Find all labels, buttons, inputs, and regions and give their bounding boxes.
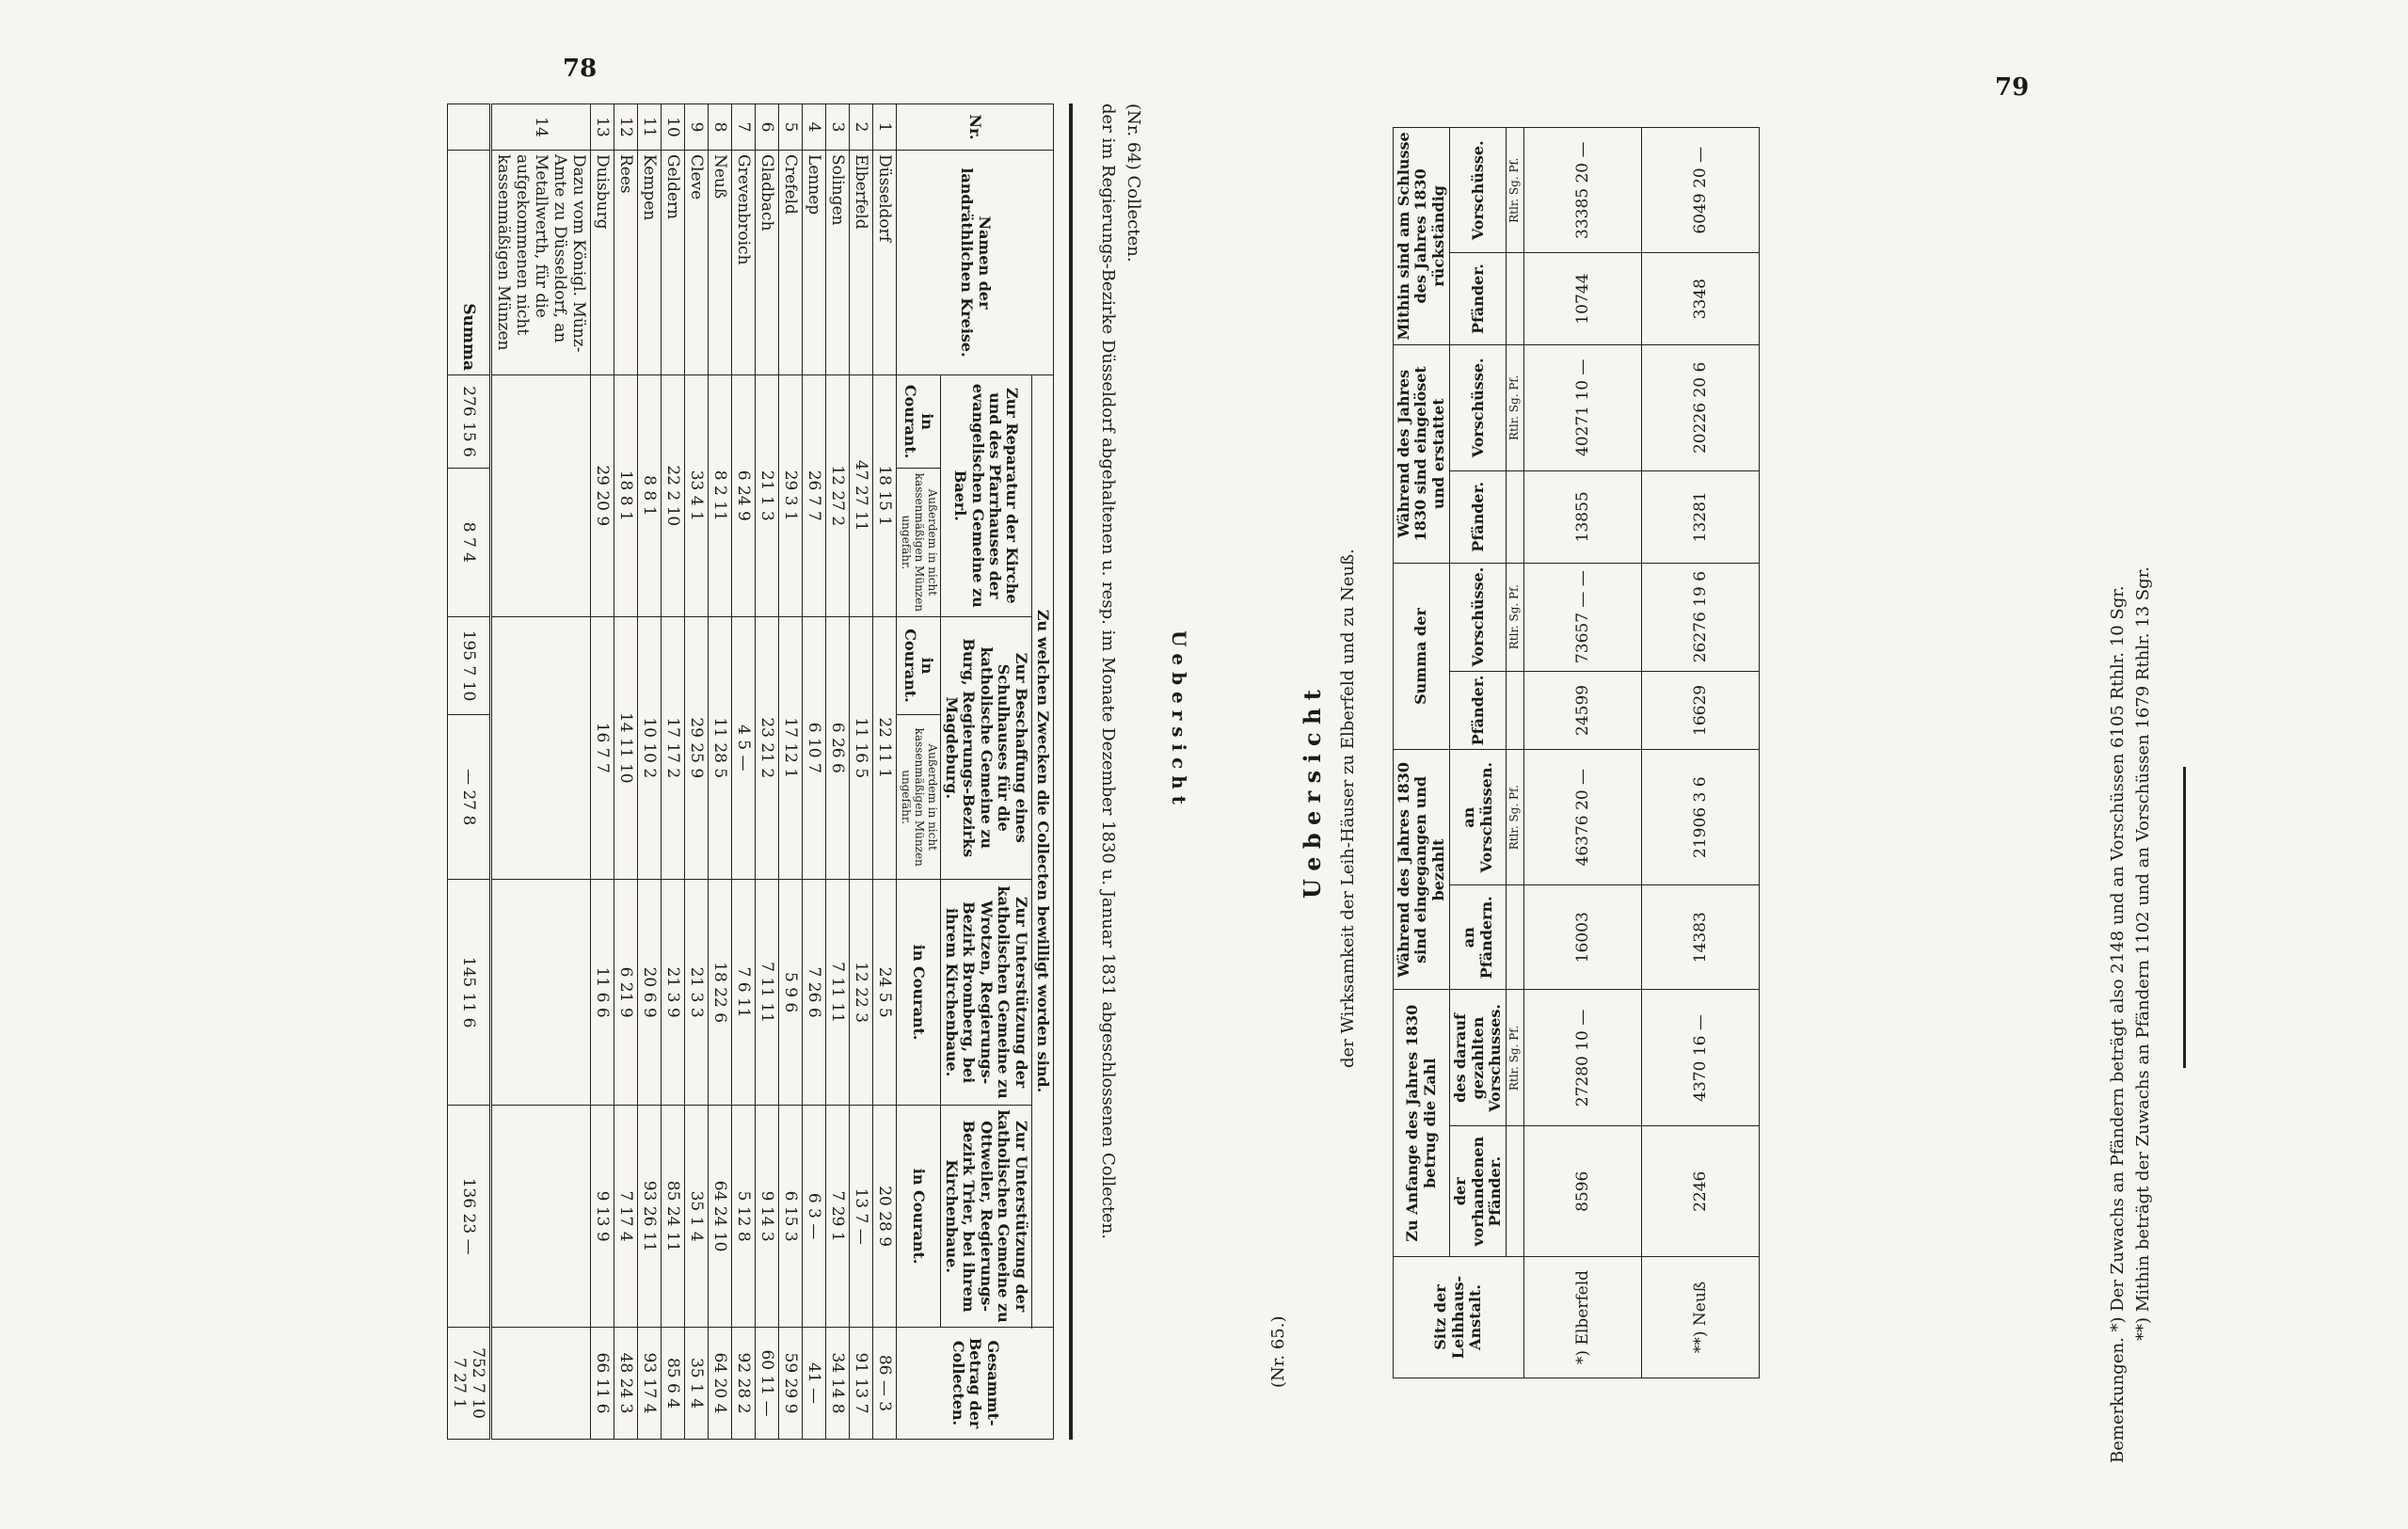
sum-c1x: 8 7 4 — [448, 469, 491, 616]
col-g3: Summa der — [1394, 563, 1450, 750]
sum-c3: 145 11 6 — [448, 879, 491, 1105]
row-nr: 4 — [803, 104, 826, 151]
header-rule — [1069, 104, 1073, 1440]
table-row — [756, 104, 779, 1440]
row-p1: 2246 — [1642, 1126, 1760, 1257]
remarks-label: Bemerkungen. — [2108, 1337, 2128, 1463]
group-2-courant: in Courant. — [897, 616, 940, 715]
col-g4b: Vorschüsse. — [1450, 344, 1507, 470]
table-row — [1524, 128, 1642, 1378]
sum-label: Summa — [448, 151, 491, 375]
row-c1: 22 2 10 — [662, 375, 685, 617]
left-rotated-content — [42, 104, 1190, 1440]
table-row — [779, 104, 803, 1440]
row-nr: 14 — [491, 104, 591, 151]
row-p2: 16003 — [1524, 885, 1642, 990]
row-v3: 73657 — — — [1524, 563, 1642, 671]
row-p2: 14383 — [1642, 885, 1760, 990]
row-p5: 10744 — [1524, 253, 1642, 344]
row-c3: 24 5 5 — [873, 879, 897, 1105]
row-c4: 6 3 — — [803, 1106, 826, 1328]
row-c1: 47 27 11 — [850, 375, 873, 617]
remarks — [2108, 127, 2153, 1463]
row-c1: 6 24 9 — [732, 375, 756, 617]
row-c3: 12 22 3 — [850, 879, 873, 1105]
row-c4: 20 28 9 — [873, 1106, 897, 1328]
row-c1 — [491, 375, 591, 617]
row-name: Gladbach — [756, 151, 779, 375]
left-page — [0, 0, 1195, 1529]
row-c3: 20 6 9 — [638, 879, 662, 1105]
row-c3: 7 11 11 — [756, 879, 779, 1105]
col-seat: Sitz der Leihhaus-Anstalt. — [1394, 1257, 1524, 1378]
row-name: Crefeld — [779, 151, 803, 375]
leihhaus-subtitle: der Wirksamkeit der Leih-Häuser zu Elberfeld und zu Neuß. — [1338, 549, 1358, 1068]
table-row — [1642, 128, 1760, 1378]
row-p3: 24599 — [1524, 671, 1642, 750]
row-nr: 7 — [732, 104, 756, 151]
row-p4: 13855 — [1524, 470, 1642, 563]
col-name: Namen der landräthlichen Kreise. — [897, 151, 1054, 375]
row-c1: 21 1 3 — [756, 375, 779, 617]
row-c2: 22 11 1 — [873, 616, 897, 879]
row-c4 — [491, 1106, 591, 1328]
row-c2: 11 28 5 — [709, 616, 732, 879]
row-nr: 1 — [873, 104, 897, 151]
row-c2: 16 7 7 — [591, 616, 614, 879]
col-g5: Mithin sind am Schlusse des Jahres 1830 rückständig — [1394, 128, 1450, 345]
table-row — [709, 104, 732, 1440]
row-total: 85 6 4 — [662, 1328, 685, 1440]
row-total — [491, 1328, 591, 1440]
row-v4: 20226 20 6 — [1642, 344, 1760, 470]
row-total: 34 14 8 — [826, 1328, 850, 1440]
row-c3: 6 21 9 — [614, 879, 638, 1105]
table-row — [803, 104, 826, 1440]
row-nr: 12 — [614, 104, 638, 151]
col-g2b: an Vorschüssen. — [1450, 750, 1507, 885]
row-c3 — [491, 879, 591, 1105]
row-c4: 9 13 9 — [591, 1106, 614, 1328]
collecten-table — [447, 104, 1054, 1440]
sum-c2x: — 27 8 — [448, 715, 491, 880]
col-nr: Nr. — [897, 104, 1054, 151]
sum-total: 752 7 10 7 27 1 — [448, 1328, 491, 1440]
row-c4: 9 14 3 — [756, 1106, 779, 1328]
row-c2: 10 10 2 — [638, 616, 662, 879]
page-number-78: 78 — [563, 55, 598, 83]
table-row — [685, 104, 709, 1440]
row-name: Geldern — [662, 151, 685, 375]
leihhaus-table — [1393, 127, 1760, 1378]
row-nr: 6 — [756, 104, 779, 151]
row-p4: 13281 — [1642, 470, 1760, 563]
row-c1: 12 27 2 — [826, 375, 850, 617]
sum-c2: 195 7 10 — [448, 616, 491, 715]
row-nr: 9 — [685, 104, 709, 151]
table-row — [614, 104, 638, 1440]
row-c2: 17 12 1 — [779, 616, 803, 879]
row-nr: 5 — [779, 104, 803, 151]
row-name: Lennep — [803, 151, 826, 375]
remarks-rule — [2183, 767, 2186, 1068]
col-g4: Während des Jahres 1830 sind eingelöset und erstattet — [1394, 344, 1450, 563]
collecten-header-line2: der im Regierungs-Bezirke Düsseldorf abgehaltenen u. resp. im Monate Dezember 1830 u. Januar 1831 abgeschlossenen Collecten. — [1098, 104, 1118, 1240]
row-c1: 26 7 7 — [803, 375, 826, 617]
row-c4: 5 12 8 — [732, 1106, 756, 1328]
col-g1b: des darauf gezahlten Vorschusses. — [1450, 990, 1507, 1126]
row-v2: 21906 3 6 — [1642, 750, 1760, 885]
row-c2: 4 5 — — [732, 616, 756, 879]
group-4-title: Zur Unterstützung der katholischen Gemeine zu Ottweiler, Regierungs-Bezirk Trier, bei ihrem Kirchenbaue. — [940, 1106, 1031, 1328]
group-3-title: Zur Unterstützung der katholischen Gemeine zu Wrotzen, Regierungs-Bezirk Bromberg, bei ihrem Kirchenbaue. — [940, 879, 1031, 1105]
group-1-title: Zur Reparatur der Kirche und des Pfarrhauses der evangelischen Gemeine zu Baerl. — [940, 375, 1031, 617]
row-name: Neuß — [709, 151, 732, 375]
row-p5: 3348 — [1642, 253, 1760, 344]
row-c4: 85 24 11 — [662, 1106, 685, 1328]
row-name: Duisburg — [591, 151, 614, 375]
row-c3: 7 26 6 — [803, 879, 826, 1105]
col-g2: Während des Jahres 1830 sind eingegangen und bezahlt — [1394, 750, 1450, 990]
group-3-courant: in Courant. — [897, 879, 940, 1105]
row-c1: 29 20 9 — [591, 375, 614, 617]
group-1-extra: Außerdem in nicht kassenmäßigen Münzen ungefähr. — [897, 469, 940, 616]
row-c3: 18 22 6 — [709, 879, 732, 1105]
row-c1: 18 15 1 — [873, 375, 897, 617]
table-row — [638, 104, 662, 1440]
remark-1: *) Der Zuwachs an Pfändern beträgt also 2148 und an Vorschüssen 6105 Rthlr. 10 Sgr. — [2108, 585, 2128, 1332]
row-name: Rees — [614, 151, 638, 375]
unit-g5: Rtlr. Sg. Pf. — [1507, 128, 1524, 253]
sum-row — [448, 104, 491, 1440]
row-c4: 7 17 4 — [614, 1106, 638, 1328]
row-v2: 46376 20 — — [1524, 750, 1642, 885]
row-nr: 2 — [850, 104, 873, 151]
row-c2: 6 26 6 — [826, 616, 850, 879]
row-total: 41 — — [803, 1328, 826, 1440]
col-g3a: Pfänder. — [1450, 671, 1507, 750]
row-nr: 13 — [591, 104, 614, 151]
row-seat: *) Elberfeld — [1524, 1257, 1642, 1378]
col-g1a: der vorhandenen Pfänder. — [1450, 1126, 1507, 1257]
table-row — [826, 104, 850, 1440]
row-nr: 8 — [709, 104, 732, 151]
row-c2: 6 10 7 — [803, 616, 826, 879]
row-name: Cleve — [685, 151, 709, 375]
row-v4: 40271 10 — — [1524, 344, 1642, 470]
row-name: Kempen — [638, 151, 662, 375]
left-header — [1098, 104, 1190, 1440]
row-v5: 6049 20 — — [1642, 128, 1760, 253]
row-c2 — [491, 616, 591, 879]
col-g4a: Pfänder. — [1450, 470, 1507, 563]
col-g1: Zu Anfange des Jahres 1830 betrug die Zahl — [1394, 990, 1450, 1257]
row-c3: 7 11 11 — [826, 879, 850, 1105]
row-c2: 29 25 9 — [685, 616, 709, 879]
row-c1: 18 8 1 — [614, 375, 638, 617]
row-c4: 93 26 11 — [638, 1106, 662, 1328]
leihhaus-nr: (Nr. 65.) — [1268, 1315, 1288, 1388]
row-name: Solingen — [826, 151, 850, 375]
row-total: 60 11 — — [756, 1328, 779, 1440]
row-c3: 7 6 11 — [732, 879, 756, 1105]
row-c4: 35 1 4 — [685, 1106, 709, 1328]
row-nr: 3 — [826, 104, 850, 151]
row-c1: 8 2 11 — [709, 375, 732, 617]
leihhaus-rows — [1524, 128, 1760, 1378]
right-page — [1204, 0, 2408, 1529]
table-row — [850, 104, 873, 1440]
row-c4: 13 7 — — [850, 1106, 873, 1328]
row-c1: 8 8 1 — [638, 375, 662, 617]
row-total: 66 11 6 — [591, 1328, 614, 1440]
row-c4: 7 29 1 — [826, 1106, 850, 1328]
row-c2: 23 21 2 — [756, 616, 779, 879]
row-total: 35 1 4 — [685, 1328, 709, 1440]
row-c3: 21 3 3 — [685, 879, 709, 1105]
row-nr: 11 — [638, 104, 662, 151]
row-c1: 29 3 1 — [779, 375, 803, 617]
row-total: 48 24 3 — [614, 1328, 638, 1440]
row-total: 92 28 2 — [732, 1328, 756, 1440]
row-v1: 27280 10 — — [1524, 990, 1642, 1126]
page-number-79: 79 — [1995, 73, 2030, 102]
row-name: Dazu vom Königl. Münz-Amte zu Düsseldorf, an Metallwerth, für die aufgekommenen nicht kassenmäßigen Münzen — [491, 151, 591, 375]
row-p1: 8596 — [1524, 1126, 1642, 1257]
row-c3: 11 6 6 — [591, 879, 614, 1105]
unit-g4: Rtlr. Sg. Pf. — [1507, 344, 1524, 470]
group-2-title: Zur Beschaffung eines Schulhauses für die katholische Gemeine zu Burg, Regierungs-Bezirks Magdeburg. — [940, 616, 1031, 879]
table-row — [662, 104, 685, 1440]
row-c3: 21 3 9 — [662, 879, 685, 1105]
row-c2: 17 17 2 — [662, 616, 685, 879]
row-name: Grevenbroich — [732, 151, 756, 375]
table-row — [732, 104, 756, 1440]
sum-c1: 276 15 6 — [448, 375, 491, 469]
collecten-title: U e b e r s i c h t — [1168, 630, 1190, 804]
row-c4: 6 15 3 — [779, 1106, 803, 1328]
group-4-courant: in Courant. — [897, 1106, 940, 1328]
col-g5a: Pfänder. — [1450, 253, 1507, 344]
row-name: Elberfeld — [850, 151, 873, 375]
col-g2a: an Pfändern. — [1450, 885, 1507, 990]
collecten-rows — [491, 104, 897, 1440]
row-c3: 5 9 6 — [779, 879, 803, 1105]
table-row — [873, 104, 897, 1440]
col-total: Gesammt-Betrag der Collecten. — [897, 1328, 1054, 1440]
row-v5: 33385 20 — — [1524, 128, 1642, 253]
remark-2: **) Mithin beträgt der Zuwachs an Pfändern 1102 und an Vorschüssen 1679 Rthlr. 13 Sgr. — [2133, 566, 2153, 1341]
row-total: 64 20 4 — [709, 1328, 732, 1440]
col-g3b: Vorschüsse. — [1450, 563, 1507, 671]
right-rotated-content — [1261, 127, 2324, 1463]
row-total: 59 29 9 — [779, 1328, 803, 1440]
group-1-courant: in Courant. — [897, 375, 940, 469]
row-c1: 33 4 1 — [685, 375, 709, 617]
row-seat: **) Neuß — [1642, 1257, 1760, 1378]
sum-c4: 136 23 — — [448, 1106, 491, 1328]
leihhaus-title: U e b e r s i c h t — [1299, 690, 1326, 899]
unit-g1: Rtlr. Sg. Pf. — [1507, 990, 1524, 1126]
row-c2: 11 16 5 — [850, 616, 873, 879]
row-v1: 4370 16 — — [1642, 990, 1760, 1126]
col-g5b: Vorschüsse. — [1450, 128, 1507, 253]
unit-g2: Rtlr. Sg. Pf. — [1507, 750, 1524, 885]
row-total: 86 — 3 — [873, 1328, 897, 1440]
table-row — [591, 104, 614, 1440]
collecten-header-line1: (Nr. 64) Collecten. — [1124, 104, 1143, 263]
row-total: 91 13 7 — [850, 1328, 873, 1440]
row-p3: 16629 — [1642, 671, 1760, 750]
row-total: 93 17 4 — [638, 1328, 662, 1440]
table-row — [491, 104, 591, 1440]
group-2-extra: Außerdem in nicht kassenmäßigen Münzen ungefähr. — [897, 715, 940, 880]
purpose-header: Zu welchen Zwecken die Collecten bewilligt worden sind. — [1031, 375, 1053, 1328]
row-name: Düsseldorf — [873, 151, 897, 375]
row-v3: 26276 19 6 — [1642, 563, 1760, 671]
unit-g3: Rtlr. Sg. Pf. — [1507, 563, 1524, 671]
row-c2: 14 11 10 — [614, 616, 638, 879]
row-nr: 10 — [662, 104, 685, 151]
row-c4: 64 24 10 — [709, 1106, 732, 1328]
